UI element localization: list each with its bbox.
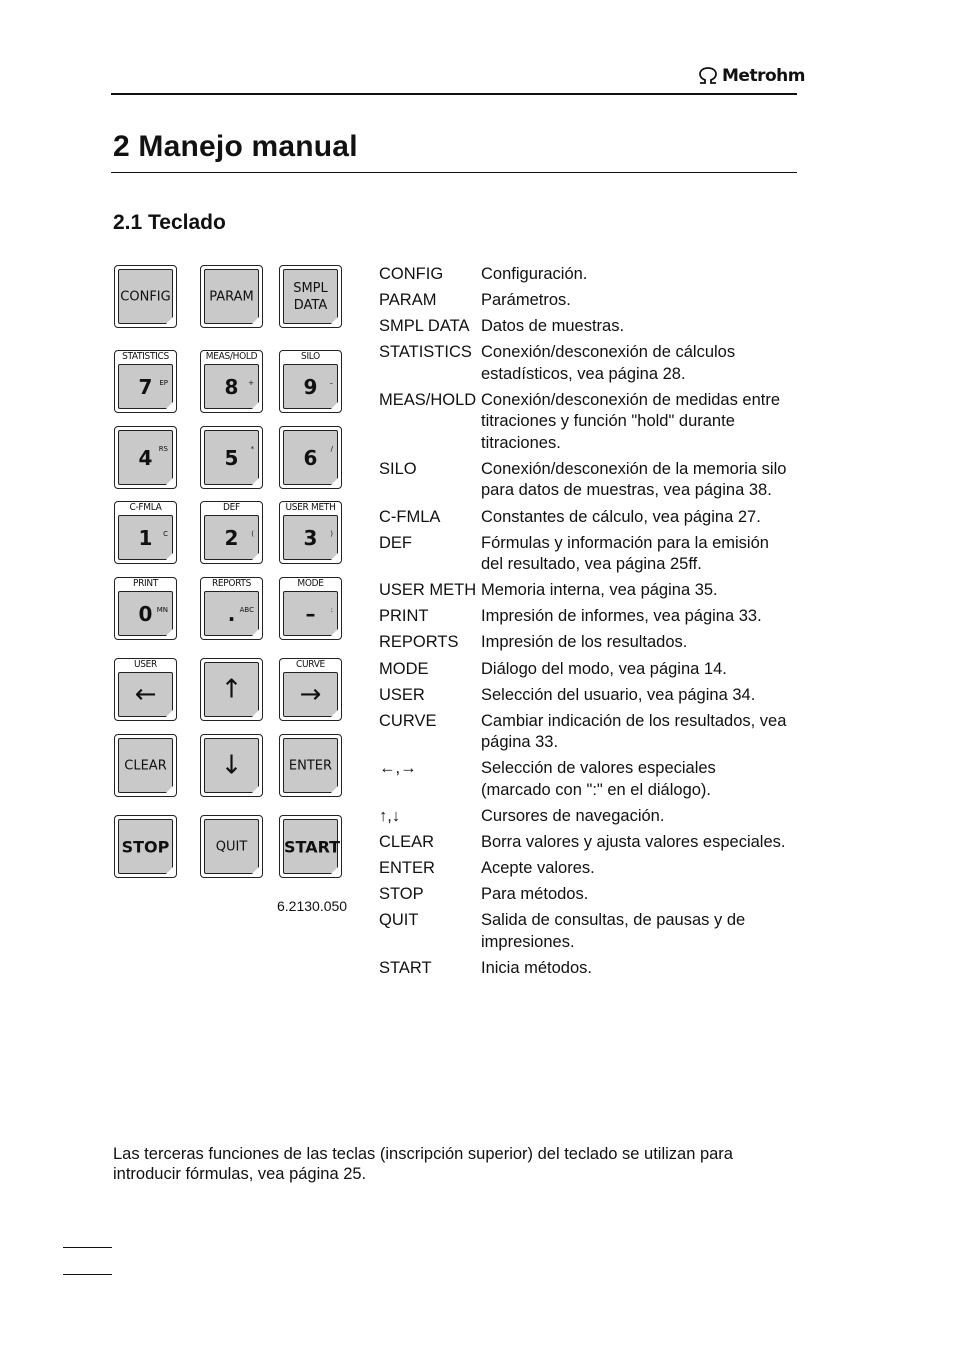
key-third-function-label: C-FMLA <box>129 502 162 513</box>
description-row <box>379 832 789 854</box>
key-main-label: ENTER <box>288 758 333 773</box>
description-key: CURVE <box>379 711 437 730</box>
key-main-label: 0 <box>138 601 153 626</box>
description-key: ↑,↓ <box>379 806 401 825</box>
key-main-label: 3 <box>303 525 318 550</box>
description-row <box>379 459 789 502</box>
header-rule <box>111 93 797 95</box>
key-description-list <box>379 264 789 984</box>
key-main-label: – <box>305 601 316 626</box>
arrow-icon: ↑ <box>220 673 243 704</box>
key-main-label: CLEAR <box>124 758 167 773</box>
description-text: Parámetros. <box>481 291 571 310</box>
key-second-function-label: – <box>329 379 333 387</box>
footer-rule-top <box>63 1247 112 1248</box>
key-stop[interactable] <box>114 815 177 878</box>
description-key: DEF <box>379 533 412 552</box>
description-text: Cursores de navegación. <box>481 806 665 825</box>
description-text: Fórmulas y información para la emisión del resultado, vea página 25ff. <box>481 533 769 574</box>
description-key: ←,→ <box>379 759 417 778</box>
key-4[interactable] <box>114 426 177 489</box>
key-face <box>118 515 173 560</box>
description-row <box>379 685 789 707</box>
key-main-label: 5 <box>224 445 239 470</box>
description-key: SILO <box>379 459 417 478</box>
description-row <box>379 858 789 880</box>
key---14[interactable] <box>279 577 342 640</box>
description-text: Para métodos. <box>481 885 589 904</box>
key-param[interactable] <box>200 265 263 328</box>
key-main-label: 4 <box>138 445 153 470</box>
description-text: Memoria interna, vea página 35. <box>481 581 718 600</box>
key-6[interactable] <box>279 426 342 489</box>
key-main-label: 6 <box>303 445 318 470</box>
key-third-function-label: STATISTICS <box>122 351 169 362</box>
key-face <box>204 269 259 324</box>
key-face <box>283 672 338 717</box>
key-third-function-label: CURVE <box>296 659 325 670</box>
key-second-function-label: RS <box>158 445 168 453</box>
key-third-function-label: USER <box>133 659 158 670</box>
brand-name: Metrohm <box>722 66 805 86</box>
key-clear[interactable] <box>114 734 177 797</box>
arrow-icon: ← <box>134 678 157 709</box>
key-second-function-label: ) <box>330 530 333 538</box>
key-face <box>118 430 173 485</box>
description-text: Constantes de cálculo, vea página 27. <box>481 507 761 526</box>
key-8[interactable] <box>200 350 263 413</box>
key-third-function-label: REPORTS <box>211 578 252 589</box>
key-face <box>204 364 259 409</box>
description-row <box>379 884 789 906</box>
key-third-function-label: SILO <box>301 351 320 362</box>
key-main-label: 8 <box>224 374 239 399</box>
description-row <box>379 390 789 455</box>
key-3[interactable] <box>279 501 342 564</box>
key-third-function-label: DEF <box>223 502 240 513</box>
key-2[interactable] <box>200 501 263 564</box>
omega-logo-icon <box>697 67 719 85</box>
page-title: 2 Manejo manual <box>113 130 358 163</box>
key-second-function-label: + <box>248 379 254 387</box>
description-row <box>379 507 789 529</box>
key-main-label: PARAM <box>209 289 254 304</box>
description-key: C-FMLA <box>379 507 441 526</box>
description-text: Conexión/desconexión de cálculos estadísticos, vea página 28. <box>481 343 736 383</box>
key-main-label: QUIT <box>215 839 248 854</box>
key-face <box>283 515 338 560</box>
arrow-icon: → <box>299 678 322 709</box>
key-face <box>118 591 173 636</box>
key-third-function-label: PRINT <box>132 578 159 589</box>
description-text: Diálogo del modo, vea página 14. <box>481 659 727 678</box>
key-face <box>118 672 173 717</box>
key-face <box>283 738 338 793</box>
description-text: Salida de consultas, de pausas y de impresiones. <box>481 911 746 951</box>
metrohm-logo <box>697 66 805 86</box>
description-row <box>379 711 789 754</box>
key-5[interactable] <box>200 426 263 489</box>
key---13[interactable] <box>200 577 263 640</box>
key-main-label: 7 <box>138 374 153 399</box>
key-face <box>118 364 173 409</box>
key-main-label: STOP <box>121 837 170 856</box>
key-main-label: . <box>227 601 236 626</box>
key-0[interactable] <box>114 577 177 640</box>
footer-rule-bottom <box>63 1274 112 1275</box>
description-key: MEAS/HOLD <box>379 390 477 409</box>
description-row <box>379 316 789 338</box>
section-title: 2.1 Teclado <box>113 211 226 234</box>
arrow-icon: ↓ <box>220 749 243 780</box>
key-main-label: 9 <box>303 374 318 399</box>
key-face <box>283 364 338 409</box>
key-face <box>204 662 259 717</box>
description-key: START <box>379 958 432 977</box>
description-text: Selección del usuario, vea página 34. <box>481 685 756 704</box>
description-row <box>379 290 789 312</box>
key-face <box>118 819 173 874</box>
description-key: PRINT <box>379 607 429 626</box>
description-text: Selección de valores especiales (marcado con ":" en el diálogo). <box>481 759 716 799</box>
description-text: Borra valores y ajusta valores especiales. <box>481 833 786 851</box>
description-key: REPORTS <box>379 633 459 652</box>
title-rule <box>111 172 797 173</box>
description-key: USER METH <box>379 581 477 600</box>
description-row <box>379 958 789 980</box>
key-face <box>283 430 338 485</box>
key---15[interactable] <box>114 658 177 721</box>
description-row <box>379 910 789 953</box>
description-row <box>379 580 789 602</box>
key-face <box>204 819 259 874</box>
description-text: Impresión de informes, vea página 33. <box>481 607 762 626</box>
key-third-function-label: MODE <box>297 578 324 589</box>
key-config[interactable] <box>114 265 177 328</box>
key-second-function-label: : <box>330 606 333 614</box>
description-key: ENTER <box>379 859 435 878</box>
key-third-function-label: USER METH <box>285 502 336 513</box>
description-row <box>379 758 789 801</box>
key-enter[interactable] <box>279 734 342 797</box>
footnote: Las terceras funciones de las teclas (inscripción superior) del teclado se utilizan para introducir fórmulas, vea página 25. <box>113 1145 733 1183</box>
key-7[interactable] <box>114 350 177 413</box>
key---19[interactable] <box>200 734 263 797</box>
key---17[interactable] <box>279 658 342 721</box>
key-second-function-label: / <box>330 445 333 453</box>
key-face <box>204 591 259 636</box>
key-face <box>283 269 338 324</box>
description-row <box>379 659 789 681</box>
key-face <box>283 819 341 874</box>
key-second-function-label: C <box>163 530 168 538</box>
description-key: PARAM <box>379 291 437 310</box>
description-text: Datos de muestras. <box>481 317 625 336</box>
description-key: SMPL DATA <box>379 317 470 336</box>
key-main-label: START <box>284 837 341 856</box>
key-face <box>204 430 259 485</box>
description-text: Conexión/desconexión de medidas entre titraciones y función "hold" durante titraciones. <box>481 390 781 452</box>
key-1[interactable] <box>114 501 177 564</box>
key-second-function-label: ABC <box>239 606 254 614</box>
key---16[interactable] <box>200 658 263 721</box>
description-text: Impresión de los resultados. <box>481 633 688 652</box>
description-key: QUIT <box>379 911 419 930</box>
description-text: Configuración. <box>481 265 588 283</box>
key-face <box>283 591 338 636</box>
description-text: Acepte valores. <box>481 859 595 878</box>
description-text: Conexión/desconexión de la memoria silo para datos de muestras, vea página 38. <box>481 459 787 500</box>
key-second-function-label: MN <box>156 606 168 614</box>
description-text: Cambiar indicación de los resultados, vea página 33. <box>481 711 787 752</box>
key-main-label: CONFIG <box>120 289 171 304</box>
description-row <box>379 806 789 828</box>
key-main-label: 2 <box>224 525 239 550</box>
key-quit[interactable] <box>200 815 263 878</box>
key-second-function-label: * <box>250 445 254 453</box>
description-key: CONFIG <box>379 265 444 283</box>
description-row <box>379 342 789 385</box>
description-key: USER <box>379 685 425 704</box>
description-key: CLEAR <box>379 833 435 851</box>
key-face <box>118 269 173 324</box>
description-key: MODE <box>379 659 429 678</box>
description-key: STATISTICS <box>379 343 472 362</box>
key-third-function-label: MEAS/HOLD <box>205 351 258 362</box>
key-second-function-label: ( <box>251 530 254 538</box>
key-main-label: 1 <box>138 525 153 550</box>
description-row <box>379 533 789 576</box>
description-row <box>379 606 789 628</box>
key-face <box>204 738 259 793</box>
description-row <box>379 632 789 654</box>
part-number: 6.2130.050 <box>277 898 348 914</box>
key-9[interactable] <box>279 350 342 413</box>
key-smpl-data-2[interactable] <box>279 265 342 328</box>
description-key: STOP <box>379 885 424 904</box>
key-main-label: SMPL DATA <box>293 280 328 313</box>
description-row <box>379 264 789 286</box>
key-face <box>118 738 173 793</box>
description-text: Inicia métodos. <box>481 958 592 977</box>
key-second-function-label: EP <box>159 379 168 387</box>
key-face <box>204 515 259 560</box>
key-start[interactable] <box>279 815 342 878</box>
